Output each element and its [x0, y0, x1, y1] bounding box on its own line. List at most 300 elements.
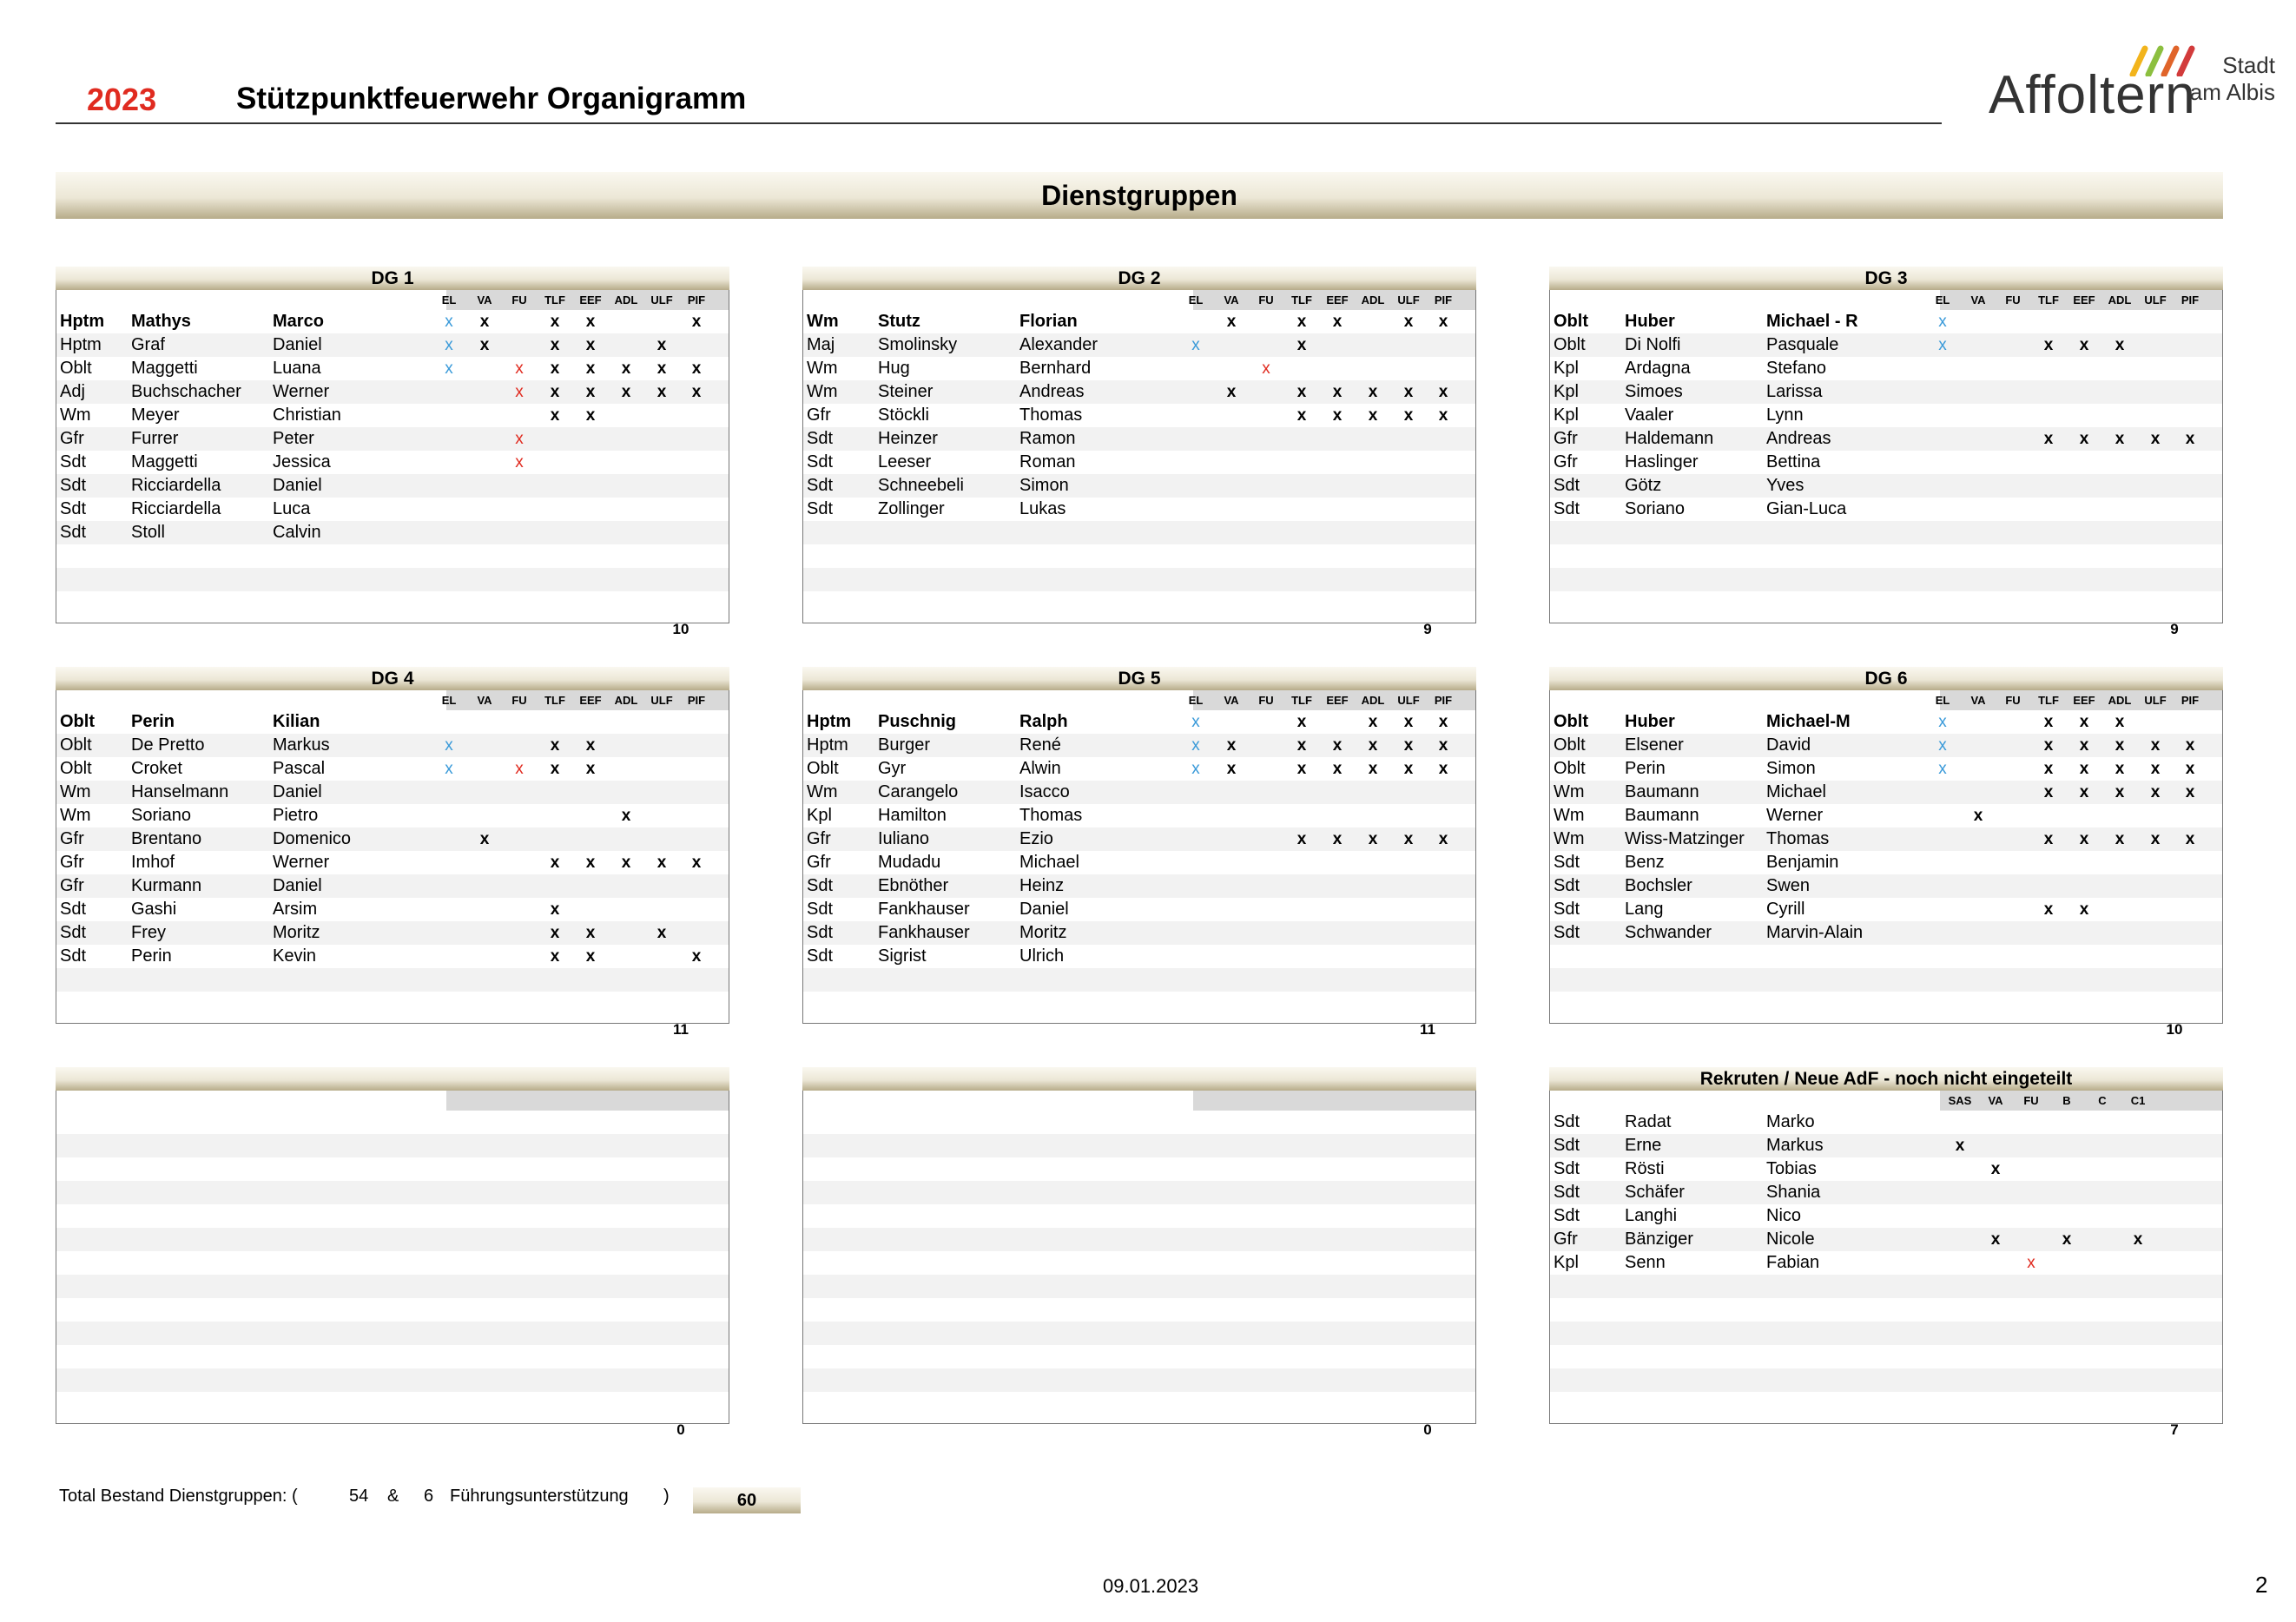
column-header: C1: [2130, 1094, 2146, 1107]
firstname-cell: Daniel: [273, 335, 322, 354]
group-title: DG 2: [802, 267, 1476, 290]
surname-cell: Graf: [131, 335, 165, 354]
table-row: [1550, 710, 2222, 734]
column-header-row: [803, 290, 1475, 310]
firstname-cell: Moritz: [1019, 923, 1067, 942]
rank-cell: Wm: [1554, 782, 1585, 801]
qualification-mark: x: [1226, 760, 1237, 778]
surname-cell: Huber: [1625, 712, 1675, 731]
group-panel: [802, 667, 1476, 1038]
qualification-mark: x: [2115, 713, 2125, 731]
rank-cell: Gfr: [807, 853, 831, 872]
grand-total: 60: [693, 1487, 801, 1513]
rank-cell: Sdt: [1554, 853, 1580, 872]
qualification-mark: x: [1403, 713, 1414, 731]
qualification-mark: x: [1296, 406, 1307, 425]
group-panel: [802, 267, 1476, 637]
firstname-cell: Gian-Luca: [1766, 499, 1847, 518]
rank-cell: Kpl: [1554, 382, 1579, 401]
surname-cell: Buchschacher: [131, 382, 241, 401]
rank-cell: Hptm: [60, 335, 102, 354]
column-header: VA: [1988, 1094, 2003, 1107]
header-divider: [56, 122, 1942, 124]
rank-cell: Wm: [60, 806, 91, 825]
surname-cell: Puschnig: [878, 712, 957, 731]
table-row: [1550, 1157, 2222, 1181]
group-count: 10: [672, 621, 689, 637]
column-header-row: [56, 290, 729, 310]
column-header: ADL: [2108, 293, 2132, 307]
qualification-mark: x: [1296, 313, 1307, 331]
column-header: VA: [1970, 293, 1986, 307]
rank-cell: Gfr: [1554, 1230, 1578, 1249]
rank-cell: Sdt: [1554, 1183, 1580, 1202]
firstname-cell: Thomas: [1766, 829, 1830, 848]
qualification-mark: x: [656, 924, 667, 942]
qualification-mark: x: [1332, 406, 1343, 425]
table-row: [56, 333, 729, 357]
qualification-mark: x: [1296, 736, 1307, 755]
table-row: [803, 851, 1475, 874]
qualification-mark: x: [621, 807, 631, 825]
firstname-cell: David: [1766, 735, 1811, 755]
table-row: [1550, 1322, 2222, 1345]
surname-cell: Hanselmann: [131, 782, 229, 801]
group-count: 9: [2170, 621, 2179, 637]
table-row: [56, 1134, 729, 1157]
table-row: [1550, 1181, 2222, 1204]
rank-cell: Oblt: [807, 759, 839, 778]
qualification-mark: x: [2185, 430, 2195, 448]
surname-cell: Gashi: [131, 900, 177, 919]
qualification-mark: x: [1438, 713, 1448, 731]
table-row: [803, 710, 1475, 734]
total-members: 54: [349, 1487, 369, 1506]
column-header: VA: [1224, 694, 1239, 707]
rank-cell: Oblt: [1554, 712, 1588, 731]
rank-cell: Sdt: [1554, 1206, 1580, 1225]
firstname-cell: Daniel: [273, 782, 322, 801]
qualification-mark: x: [445, 336, 453, 354]
rank-cell: Sdt: [807, 499, 834, 518]
firstname-cell: Peter: [273, 429, 314, 448]
group-table: [802, 690, 1476, 1024]
table-row: [1550, 380, 2222, 404]
firstname-cell: Daniel: [273, 876, 322, 895]
table-row: [1550, 1204, 2222, 1228]
column-header: ADL: [1361, 293, 1385, 307]
column-header: EL: [1935, 293, 1950, 307]
column-header: EL: [1188, 694, 1204, 707]
table-row: [803, 1157, 1475, 1181]
surname-cell: Langhi: [1625, 1206, 1678, 1225]
surname-cell: Fankhauser: [878, 923, 970, 942]
surname-cell: Burger: [878, 735, 931, 755]
firstname-cell: Roman: [1019, 452, 1076, 471]
table-row: [1550, 945, 2222, 968]
table-row: [1550, 898, 2222, 921]
table-row: [56, 734, 729, 757]
table-row: [56, 474, 729, 498]
surname-cell: Ardagna: [1625, 359, 1691, 378]
table-row: [803, 498, 1475, 521]
group-table: [1549, 690, 2223, 1024]
firstname-cell: Moritz: [273, 923, 320, 942]
qualification-mark: x: [1296, 830, 1307, 848]
table-row: [803, 591, 1475, 615]
total-label: Total Bestand Dienstgruppen: (: [59, 1487, 298, 1506]
logo-sub-text-2: am Albis: [2189, 79, 2275, 105]
rank-cell: Sdt: [1554, 499, 1580, 518]
qualification-mark: x: [1438, 313, 1448, 331]
page-title: Stützpunktfeuerwehr Organigramm: [236, 82, 747, 115]
qualification-mark: x: [691, 854, 702, 872]
qualification-mark: x: [621, 854, 631, 872]
column-header: PIF: [687, 293, 706, 307]
surname-cell: De Pretto: [131, 735, 205, 755]
qualification-mark: x: [515, 383, 524, 401]
group-count: 0: [1423, 1421, 1432, 1438]
qualification-mark: x: [691, 383, 702, 401]
column-header: FU: [2005, 293, 2021, 307]
surname-cell: Heinzer: [878, 429, 938, 448]
firstname-cell: Marco: [273, 312, 324, 331]
table-row: [56, 380, 729, 404]
table-row: [56, 968, 729, 992]
column-header-bg: [446, 1091, 729, 1111]
rank-cell: Sdt: [1554, 1112, 1580, 1131]
column-header: EL: [1188, 293, 1204, 307]
qualification-mark: x: [2185, 736, 2195, 755]
qualification-mark: x: [2043, 713, 2054, 731]
group-panel: [56, 667, 729, 1038]
table-row: [1550, 404, 2222, 427]
table-row: [56, 1392, 729, 1415]
qualification-mark: x: [1191, 336, 1200, 354]
table-row: [803, 874, 1475, 898]
table-row: [1550, 851, 2222, 874]
firstname-cell: Werner: [273, 853, 330, 872]
qualification-mark: x: [2185, 760, 2195, 778]
group-panel: [56, 267, 729, 637]
table-row: [803, 1181, 1475, 1204]
column-header: EL: [441, 694, 457, 707]
rank-cell: Oblt: [1554, 312, 1588, 331]
qualification-mark: x: [585, 359, 596, 378]
rank-cell: Sdt: [60, 923, 87, 942]
table-row: [56, 591, 729, 615]
qualification-mark: x: [2115, 736, 2125, 755]
qualification-mark: x: [656, 854, 667, 872]
qualification-mark: x: [550, 383, 560, 401]
qualification-mark: x: [1296, 760, 1307, 778]
group-count: 11: [673, 1021, 689, 1038]
column-header: ULF: [1397, 293, 1420, 307]
qualification-mark: x: [1438, 383, 1448, 401]
firstname-cell: Isacco: [1019, 782, 1070, 801]
firstname-cell: Bernhard: [1019, 359, 1092, 378]
qualification-mark: x: [550, 406, 560, 425]
column-header: TLF: [544, 694, 565, 707]
firstname-cell: Alwin: [1019, 759, 1061, 778]
column-header: EEF: [1326, 293, 1349, 307]
table-row: [56, 427, 729, 451]
firstname-cell: Bettina: [1766, 452, 1821, 471]
table-row: [1550, 1275, 2222, 1298]
column-header: FU: [1258, 694, 1274, 707]
column-header: TLF: [1291, 293, 1312, 307]
city-logo: [1989, 38, 2275, 125]
table-row: [803, 1134, 1475, 1157]
surname-cell: Steiner: [878, 382, 934, 401]
qualification-mark: x: [1938, 713, 1947, 731]
table-row: [803, 757, 1475, 781]
qualification-mark: x: [2150, 783, 2161, 801]
qualification-mark: x: [479, 336, 490, 354]
surname-cell: Ebnöther: [878, 876, 949, 895]
table-row: [803, 781, 1475, 804]
firstname-cell: René: [1019, 735, 1061, 755]
surname-cell: Soriano: [1625, 499, 1685, 518]
qualification-mark: x: [1296, 336, 1307, 354]
rank-cell: Gfr: [1554, 429, 1578, 448]
table-row: [1550, 310, 2222, 333]
column-header: ADL: [2108, 694, 2132, 707]
rank-cell: Kpl: [807, 806, 832, 825]
table-row: [56, 521, 729, 544]
qualification-mark: x: [2185, 830, 2195, 848]
firstname-cell: Tobias: [1766, 1159, 1817, 1178]
surname-cell: Maggetti: [131, 452, 198, 471]
rank-cell: Gfr: [1554, 452, 1578, 471]
surname-cell: Di Nolfi: [1625, 335, 1681, 354]
qualification-mark: x: [2115, 336, 2125, 354]
rank-cell: Sdt: [60, 946, 87, 966]
qualification-mark: x: [656, 336, 667, 354]
qualification-mark: x: [2115, 430, 2125, 448]
surname-cell: Radat: [1625, 1112, 1672, 1131]
rank-cell: Oblt: [1554, 735, 1586, 755]
qualification-mark: x: [550, 854, 560, 872]
rank-cell: Sdt: [1554, 476, 1580, 495]
group-count: 7: [2170, 1421, 2179, 1438]
firstname-cell: Nico: [1766, 1206, 1802, 1225]
qualification-mark: x: [2027, 1254, 2035, 1272]
logo-main-text: Affoltern: [1989, 65, 2196, 125]
rank-cell: Oblt: [60, 759, 92, 778]
column-header-row: [56, 1091, 729, 1111]
table-row: [803, 1204, 1475, 1228]
firstname-cell: Thomas: [1019, 406, 1083, 425]
surname-cell: Ricciardella: [131, 476, 221, 495]
surname-cell: Haslinger: [1625, 452, 1699, 471]
surname-cell: Carangelo: [878, 782, 959, 801]
surname-cell: Hamilton: [878, 806, 947, 825]
rank-cell: Adj: [60, 382, 85, 401]
qualification-mark: x: [2150, 430, 2161, 448]
table-row: [1550, 427, 2222, 451]
table-row: [56, 1275, 729, 1298]
qualification-mark: x: [479, 313, 490, 331]
rank-cell: Sdt: [1554, 876, 1580, 895]
qualification-mark: x: [479, 830, 490, 848]
column-header: ULF: [650, 694, 673, 707]
qualification-mark: x: [1368, 760, 1378, 778]
table-row: [803, 804, 1475, 827]
qualification-mark: x: [2150, 760, 2161, 778]
column-header: VA: [1970, 694, 1986, 707]
table-row: [56, 544, 729, 568]
table-row: [803, 427, 1475, 451]
column-header: EEF: [579, 293, 602, 307]
surname-cell: Frey: [131, 923, 166, 942]
qualification-mark: x: [1973, 807, 1983, 825]
table-row: [1550, 1345, 2222, 1368]
qualification-mark: x: [1368, 736, 1378, 755]
firstname-cell: Nicole: [1766, 1230, 1815, 1249]
table-row: [1550, 333, 2222, 357]
firstname-cell: Lukas: [1019, 499, 1066, 518]
qualification-mark: x: [656, 359, 667, 378]
qualification-mark: x: [2079, 736, 2089, 755]
table-row: [56, 568, 729, 591]
firstname-cell: Pietro: [273, 806, 319, 825]
qualification-mark: x: [1368, 406, 1378, 425]
group-title: Rekruten / Neue AdF - noch nicht eingeteilt: [1549, 1067, 2223, 1091]
firstname-cell: Calvin: [273, 523, 321, 542]
column-header: ADL: [614, 694, 638, 707]
table-row: [56, 498, 729, 521]
rank-cell: Oblt: [60, 735, 92, 755]
qualification-mark: x: [1226, 313, 1237, 331]
surname-cell: Stutz: [878, 312, 920, 331]
rank-cell: Wm: [807, 382, 838, 401]
firstname-cell: Werner: [1766, 806, 1824, 825]
group-count: 9: [1423, 621, 1432, 637]
table-row: [803, 333, 1475, 357]
column-header: VA: [1224, 293, 1239, 307]
firstname-cell: Larissa: [1766, 382, 1823, 401]
table-row: [1550, 781, 2222, 804]
table-row: [1550, 1298, 2222, 1322]
table-row: [1550, 544, 2222, 568]
qualification-mark: x: [2115, 830, 2125, 848]
qualification-mark: x: [1296, 383, 1307, 401]
table-row: [1550, 1251, 2222, 1275]
firstname-cell: Domenico: [273, 829, 352, 848]
column-header: FU: [2005, 694, 2021, 707]
column-header: PIF: [1434, 293, 1453, 307]
qualification-mark: x: [2043, 736, 2054, 755]
firstname-cell: Ezio: [1019, 829, 1053, 848]
table-row: [56, 1228, 729, 1251]
qualification-mark: x: [1938, 760, 1947, 778]
column-header-row: [803, 690, 1475, 710]
surname-cell: Baumann: [1625, 782, 1699, 801]
firstname-cell: Heinz: [1019, 876, 1065, 895]
rank-cell: Sdt: [60, 499, 87, 518]
surname-cell: Senn: [1625, 1253, 1666, 1272]
surname-cell: Mudadu: [878, 853, 941, 872]
column-header: PIF: [2181, 694, 2200, 707]
table-row: [803, 521, 1475, 544]
group-table: [802, 290, 1476, 623]
surname-cell: Gyr: [878, 759, 907, 778]
firstname-cell: Stefano: [1766, 359, 1826, 378]
table-row: [803, 310, 1475, 333]
rank-cell: Wm: [807, 312, 839, 331]
table-row: [803, 1345, 1475, 1368]
qualification-mark: x: [445, 736, 453, 755]
firstname-cell: Kevin: [273, 946, 317, 966]
column-header: ULF: [650, 293, 673, 307]
group-panel: [1549, 267, 2223, 637]
year-label: 2023: [87, 82, 157, 117]
surname-cell: Hug: [878, 359, 910, 378]
column-header: EL: [1935, 694, 1950, 707]
table-row: [56, 1298, 729, 1322]
firstname-cell: Markus: [273, 735, 330, 755]
firstname-cell: Marvin-Alain: [1766, 923, 1864, 942]
print-date: 09.01.2023: [1103, 1575, 1199, 1597]
column-header-row: [1550, 690, 2222, 710]
qualification-mark: x: [550, 336, 560, 354]
firstname-cell: Pasquale: [1766, 335, 1839, 354]
firstname-cell: Michael-M: [1766, 712, 1851, 731]
table-row: [56, 1157, 729, 1181]
firstname-cell: Thomas: [1019, 806, 1083, 825]
table-row: [1550, 992, 2222, 1015]
qualification-mark: x: [656, 383, 667, 401]
firstname-cell: Kilian: [273, 712, 320, 731]
qualification-mark: x: [2150, 830, 2161, 848]
table-row: [1550, 1228, 2222, 1251]
firstname-cell: Yves: [1766, 476, 1804, 495]
total-fu: 6: [424, 1487, 434, 1506]
table-row: [56, 451, 729, 474]
rank-cell: Sdt: [1554, 1159, 1580, 1178]
surname-cell: Haldemann: [1625, 429, 1714, 448]
column-header: EEF: [579, 694, 602, 707]
column-header: TLF: [2038, 293, 2059, 307]
column-header: EEF: [2073, 694, 2095, 707]
qualification-mark: x: [2150, 736, 2161, 755]
rank-cell: Wm: [807, 359, 838, 378]
surname-cell: Stöckli: [878, 406, 929, 425]
table-row: [56, 1111, 729, 1134]
firstname-cell: Jessica: [273, 452, 331, 471]
table-row: [803, 380, 1475, 404]
qualification-mark: x: [2043, 430, 2054, 448]
firstname-cell: Marko: [1766, 1112, 1815, 1131]
fu-label: Führungsunterstützung: [450, 1487, 629, 1506]
rank-cell: Kpl: [1554, 406, 1579, 425]
rank-cell: Sdt: [1554, 1136, 1580, 1155]
qualification-mark: x: [1332, 313, 1343, 331]
group-table: [802, 1091, 1476, 1424]
table-row: [56, 851, 729, 874]
firstname-cell: Christian: [273, 406, 341, 425]
column-header: FU: [2023, 1094, 2039, 1107]
firstname-cell: Fabian: [1766, 1253, 1820, 1272]
qualification-mark: x: [1990, 1160, 2001, 1178]
table-row: [1550, 1134, 2222, 1157]
column-header-bg: [1193, 1091, 1476, 1111]
group-panel: [1549, 1067, 2223, 1438]
surname-cell: Sigrist: [878, 946, 927, 966]
table-row: [1550, 804, 2222, 827]
group-table: [1549, 1091, 2223, 1424]
